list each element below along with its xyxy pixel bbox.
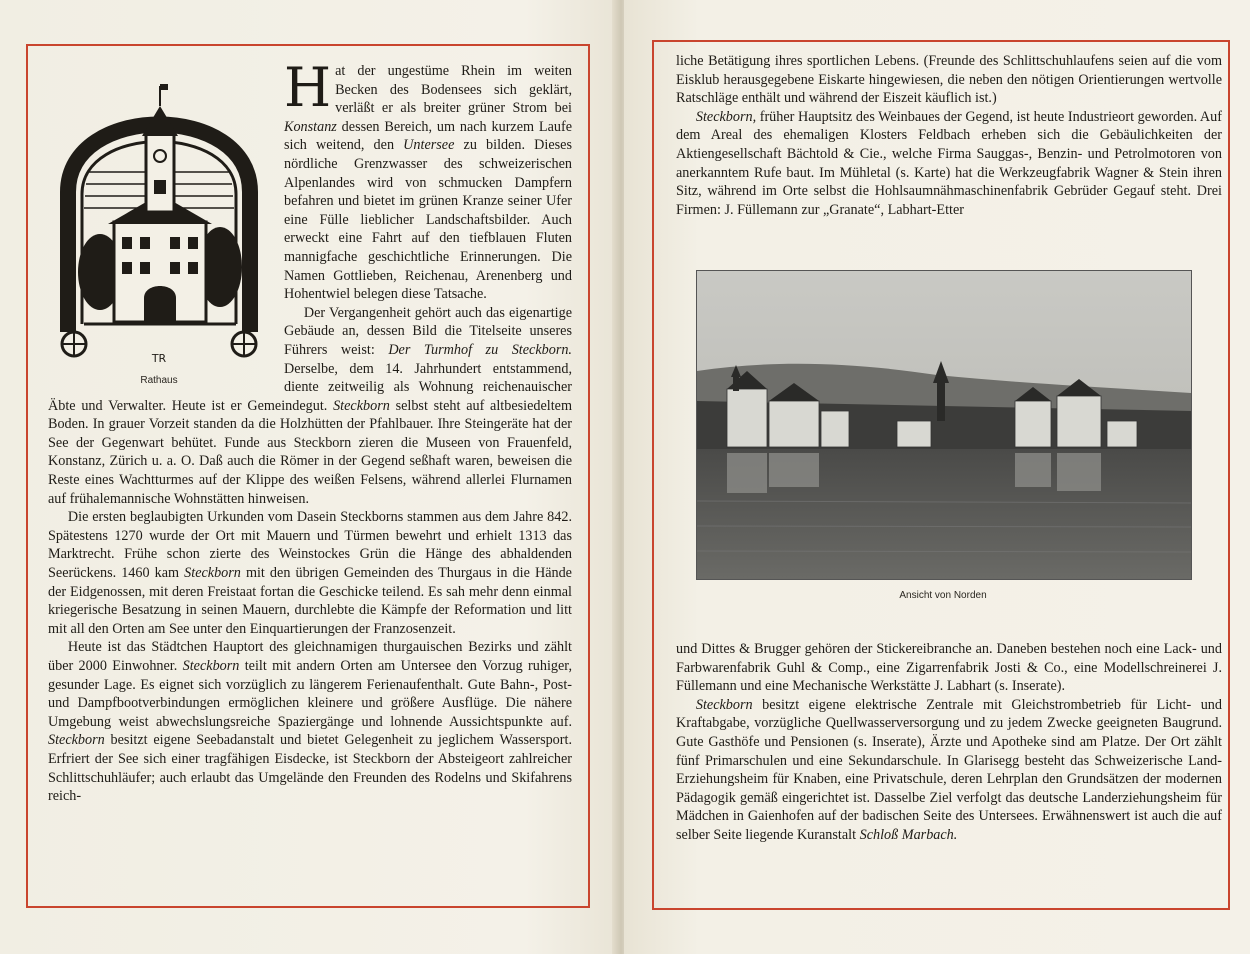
left-page-text (48, 56, 572, 806)
town-photo (696, 270, 1192, 580)
rathaus-caption: Rathaus (140, 375, 178, 386)
paragraph-heute: Heute ist das Städtchen Hauptort des gleichnamigen thurgauischen Bezirks und zählt über 2000 Einwohner. Steckborn teilt mit andern Orten am Untersee den Vorzug ruhiger, gesunder Lage. Es eignet sich vorzüglich zu längerem Ferienaufenthalt. Gute Bahn-, Post- und Dampfbootverbindungen ermöglichen kleinere und größere Ausflüge. Die nähere Umgebung weist abwechslungsreiche Spaziergänge und lohnende Aussichtspunkte auf. Steckborn besitzt eigene Seebadanstalt und bietet Gelegenheit zu jeglichem Wassersport. Erfriert der See sich einer tragfähigen Eisdecke, ist Steckborn der Absteigeort zahlreicher Schlittschuhläufer; auch erlaubt das Umgelände den Freunden des Rodelns und Skifahrens reich- (48, 639, 572, 805)
rathaus-emblem (48, 62, 270, 392)
paragraph-industrie: Steckborn, früher Hauptsitz des Weinbaues der Gegend, ist heute Industrieort geworden. Auf dem Areal des ehemaligen Klosters Feldbach erheben sich die Gebäulichkeiten der Aktiengesellschaft Bächtold & Cie., welche Firma Sauggas-, Benzin- und Petrolmotoren von anerkanntem Rufe baut. Im Mühletal (s. Karte) hat die Werkzeugfabrik Wagner & Stein ihren Sitz, während im Orte selbst die Hohlsaumnähmaschinenfabrik Gebrüder Gegauf steht. Drei Firmen: J. Füllemann zur „Granate“, Labhart-Etter (676, 108, 1222, 218)
left-page (0, 0, 618, 954)
paragraph-vergangenheit: Der Vergangenheit gehört auch das eigenartige Gebäude an, dessen Bild die Titelseite unseres Führers weist: Der Turmhof zu Steckborn. Derselbe, dem 14. Jahrhundert entstammend, diente zeitweilig als Wohnung reichenauischer Äbte und Verwalter. Heute ist er Gemeindegut. Steckborn selbst steht auf altbesiedeltem Boden. In grauer Vorzeit standen da die Holzhütten der Pfahlbauer. Ihre Steingeräte hat der See der Gegenwart behütet. Funde aus Steckborn zieren die Museen von Frauenfeld, Konstanz, Zürich u. a. O. Daß auch die Römer in der Gegend seßhaft waren, beweisen die Reste eines Wachtturmes auf der Klippe des weißen Felsens, während allerlei Flurnamen auf frühalemannische Wohnstätten hinweisen. (48, 304, 572, 507)
dropcap: H (284, 56, 332, 119)
right-page (624, 0, 1250, 954)
emblem-monogram: TR (151, 352, 167, 365)
rathaus-illustration-icon (48, 62, 270, 367)
paragraph-intro: Hat der ungestüme Rhein im weiten Becken des Bodensees sich geklärt, verläßt er als breiter grüner Strom bei Konstanz dessen Bereich, um nach kurzem Laufe sich weitend, den Untersee zu bilden. Dieses nördliche Grenzwasser des schweizerischen Alpenlandes wird von schmucken Dampfern befahren und bietet im grünen Kranze seiner Ufer eine Fülle lieblicher Landschaftsbilder. Auch erweckt eine Fahrt auf den tiefblauen Fluten mannigfache geschichtliche Erinnerungen. Die Namen Gottlieben, Reichenau, Arenenberg und Hohentwiel belegen diese Tatsache. (284, 56, 572, 303)
photo-caption: Ansicht von Norden (899, 590, 987, 601)
paragraph-stickerei: und Dittes & Brugger gehören der Stickereibranche an. Daneben bestehen noch eine Lack- und Farbwarenfabrik Guhl & Comp., eine Zigarrenfabrik Josti & Co., eine Modellschreinerei J. Füllemann und eine Mechanische Werkstätte J. Labhart (s. Inserate). (676, 641, 1222, 695)
right-page-text-bottom (676, 640, 1222, 845)
paragraph-urkunden: Die ersten beglaubigten Urkunden vom Dasein Steckborns stammen aus dem Jahre 842. Spätestens 1270 wurde der Ort mit Mauern und Türmen bewehrt und erhielt 1313 das Marktrecht. Frühe schon zierte des Weinstockes Grün die Hänge des abhaldenden Seerückens. 1460 kam Steckborn mit den übrigen Gemeinden des Thurgaus in die Hände der Eidgenossen, mit deren Freistaat fortan die Geschicke teilend. Es sah mehr denn einmal kriegerische Besatzung in seinen Mauern, durchlebte die Kämpfe der Reformation und litt mit all den Orten am See unter den Einquartierungen der Franzosenzeit. (48, 509, 572, 637)
paragraph-zentrale: Steckborn besitzt eigene elektrische Zentrale mit Gleichstrombetrieb für Licht- und Kraftabgabe, vorzügliche Quellwasserversorgung und zu jedem Zwecke geeigneten Baugrund. Gute Gasthöfe und Pensionen (s. Inserate), Ärzte und Apotheke sind am Platze. Der Ort zählt fünf Primarschulen und eine Sekundarschule. In Glarisegg besteht das Schweizerische Land-Erziehungsheim für Knaben, eine Privatschule, deren Lehrplan den Grundsätzen der modernen Pädagogik gemäß eingerichtet ist. Dasselbe Ziel verfolgt das deutsche Landerziehungsheim für Mädchen in Gaienhofen auf der badischen Seite des Untersees. Erwähnenswert ist auch die auf selber Seite liegende Kuranstalt Schloß Marbach. (676, 696, 1222, 843)
right-page-text-top (676, 52, 1222, 219)
paragraph-sport: liche Betätigung ihres sportlichen Lebens. (Freunde des Schlittschuhlaufens seien auf die vom Eisklub herausgegebene Eiskarte hingewiesen, die neben den nötigen Orientierungen wertvolle Ratschläge enthält und während der Eiszeit käuflich ist.) (676, 53, 1222, 107)
steckborn-photo-icon (697, 271, 1191, 579)
